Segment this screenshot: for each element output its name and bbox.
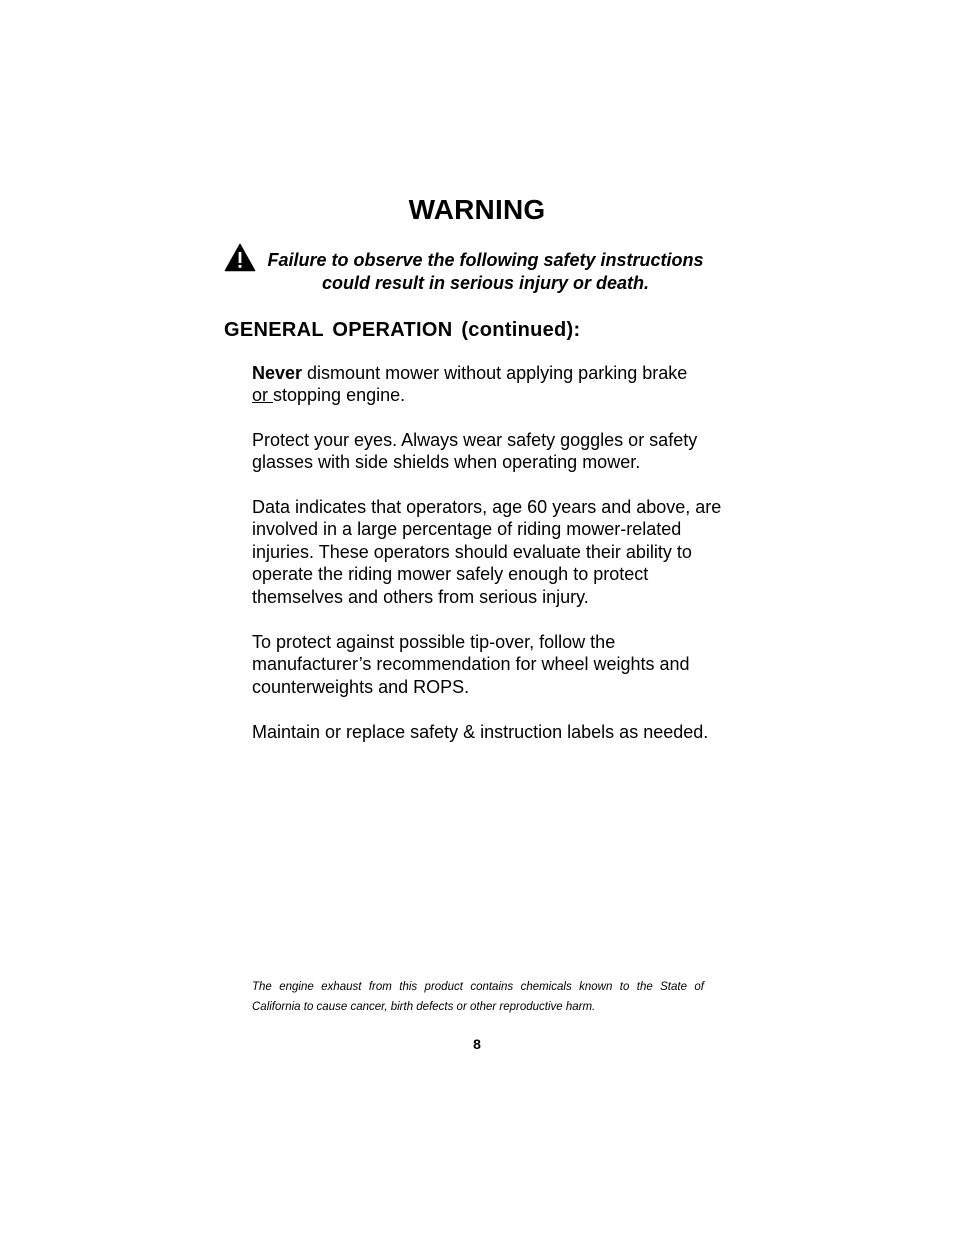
paragraph-dismount-text-b: stopping engine. — [273, 385, 406, 406]
never-emphasis: Never — [252, 363, 303, 383]
warning-statement — [258, 249, 713, 295]
paragraph-labels: Maintain or replace safety & instruction labels as needed. — [252, 722, 709, 742]
page-number: 8 — [473, 1036, 481, 1052]
section-heading: GENERAL OPERATION (continued): — [224, 319, 581, 341]
paragraph-dismount — [252, 362, 722, 407]
paragraph-eye-protection: Protect your eyes. Always wear safety goggles or safety glasses with side shields when operating mower. — [252, 430, 698, 473]
or-underlined: or — [252, 385, 274, 406]
paragraph-tip-over: To protect against possible tip-over, follow the manufacturer’s recommendation for wheel weights and counterweights and ROPS. — [252, 632, 690, 697]
warning-statement-line-1: Failure to observe the following safety instructions — [267, 250, 704, 270]
warning-triangle-icon — [224, 243, 256, 272]
warning-statement-line-2: could result in serious injury or death. — [321, 273, 650, 293]
paragraph-operator-age: Data indicates that operators, age 60 years and above, are involved in a large percentage of riding mower-related injuries. These operators should evaluate their ability to operate the riding mower safely enough to protect themselves and others from serious injury. — [252, 497, 722, 607]
footnote-line-1: The engine exhaust from this product contains chemicals known to the State of — [252, 981, 704, 993]
footnote-line-2: California to cause cancer, birth defects or other reproductive harm. — [252, 1001, 596, 1013]
california-prop65-notice — [252, 977, 704, 1017]
paragraph-dismount-text-a: dismount mower without applying parking brake — [302, 363, 688, 383]
page-title: WARNING — [408, 194, 546, 225]
